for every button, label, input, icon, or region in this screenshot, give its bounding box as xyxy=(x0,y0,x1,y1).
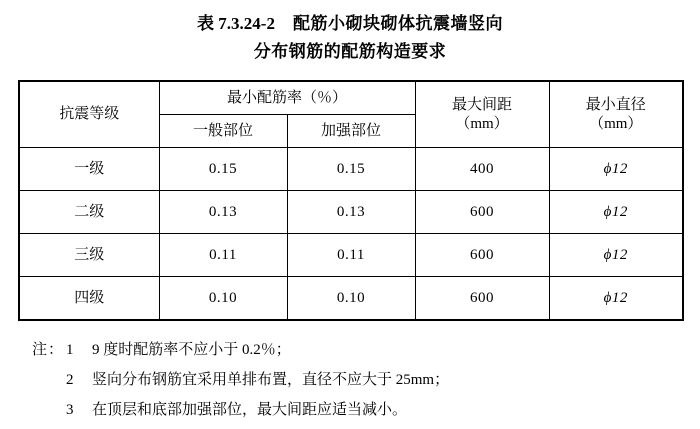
cell-min-diameter: ϕ12 xyxy=(549,277,683,321)
cell-min-diameter: ϕ12 xyxy=(549,234,683,277)
note-index: 1 xyxy=(66,342,74,358)
header-min-ratio-group: 最小配筋率（％） xyxy=(159,81,415,115)
note-item xyxy=(32,395,682,425)
note-index: 2 xyxy=(66,372,74,388)
cell-general-ratio: 0.15 xyxy=(159,148,287,191)
cell-level: 二级 xyxy=(19,191,159,234)
cell-max-spacing: 400 xyxy=(415,148,549,191)
title-line-2 xyxy=(18,38,682,66)
notes-label: 注： xyxy=(32,342,65,358)
cell-strengthened-ratio: 0.13 xyxy=(287,191,415,234)
table-notes xyxy=(18,335,682,425)
table-header-row-1 xyxy=(19,81,683,115)
cell-general-ratio: 0.13 xyxy=(159,191,287,234)
cell-strengthened-ratio: 0.11 xyxy=(287,234,415,277)
cell-max-spacing: 600 xyxy=(415,277,549,321)
cell-general-ratio: 0.10 xyxy=(159,277,287,321)
header-strengthened-area: 加强部位 xyxy=(287,115,415,148)
note-item xyxy=(32,365,682,395)
table-title xyxy=(18,0,682,66)
table-row xyxy=(19,277,683,321)
cell-level: 一级 xyxy=(19,148,159,191)
title-text-line-1: 配筋小砌块砌体抗震墙竖向 xyxy=(292,14,503,33)
cell-level: 三级 xyxy=(19,234,159,277)
note-text: 在顶层和底部加强部位，最大间距应适当减小。 xyxy=(92,402,408,418)
header-seismic-grade: 抗震等级 xyxy=(19,81,159,148)
reinforcement-requirements-table xyxy=(18,80,684,321)
note-text: 竖向分布钢筋宜采用单排布置，直径不应大于 25mm； xyxy=(92,372,450,388)
title-line-1 xyxy=(18,10,682,38)
cell-max-spacing: 600 xyxy=(415,234,549,277)
table-row xyxy=(19,234,683,277)
cell-max-spacing: 600 xyxy=(415,191,549,234)
cell-min-diameter: ϕ12 xyxy=(549,148,683,191)
cell-level: 四级 xyxy=(19,277,159,321)
cell-strengthened-ratio: 0.15 xyxy=(287,148,415,191)
title-text-line-2: 分布钢筋的配筋构造要求 xyxy=(253,42,447,61)
table-row xyxy=(19,148,683,191)
header-min-diameter: 最小直径 （mm） xyxy=(549,81,683,148)
table-number: 表 7.3.24-2 xyxy=(197,14,275,33)
cell-strengthened-ratio: 0.10 xyxy=(287,277,415,321)
header-max-spacing: 最大间距 （mm） xyxy=(415,81,549,148)
cell-general-ratio: 0.11 xyxy=(159,234,287,277)
table-row xyxy=(19,191,683,234)
cell-min-diameter: ϕ12 xyxy=(549,191,683,234)
note-item xyxy=(32,335,682,365)
note-index: 3 xyxy=(66,402,74,418)
note-text: 9 度时配筋率不应小于 0.2％； xyxy=(92,342,291,358)
header-general-area: 一般部位 xyxy=(159,115,287,148)
